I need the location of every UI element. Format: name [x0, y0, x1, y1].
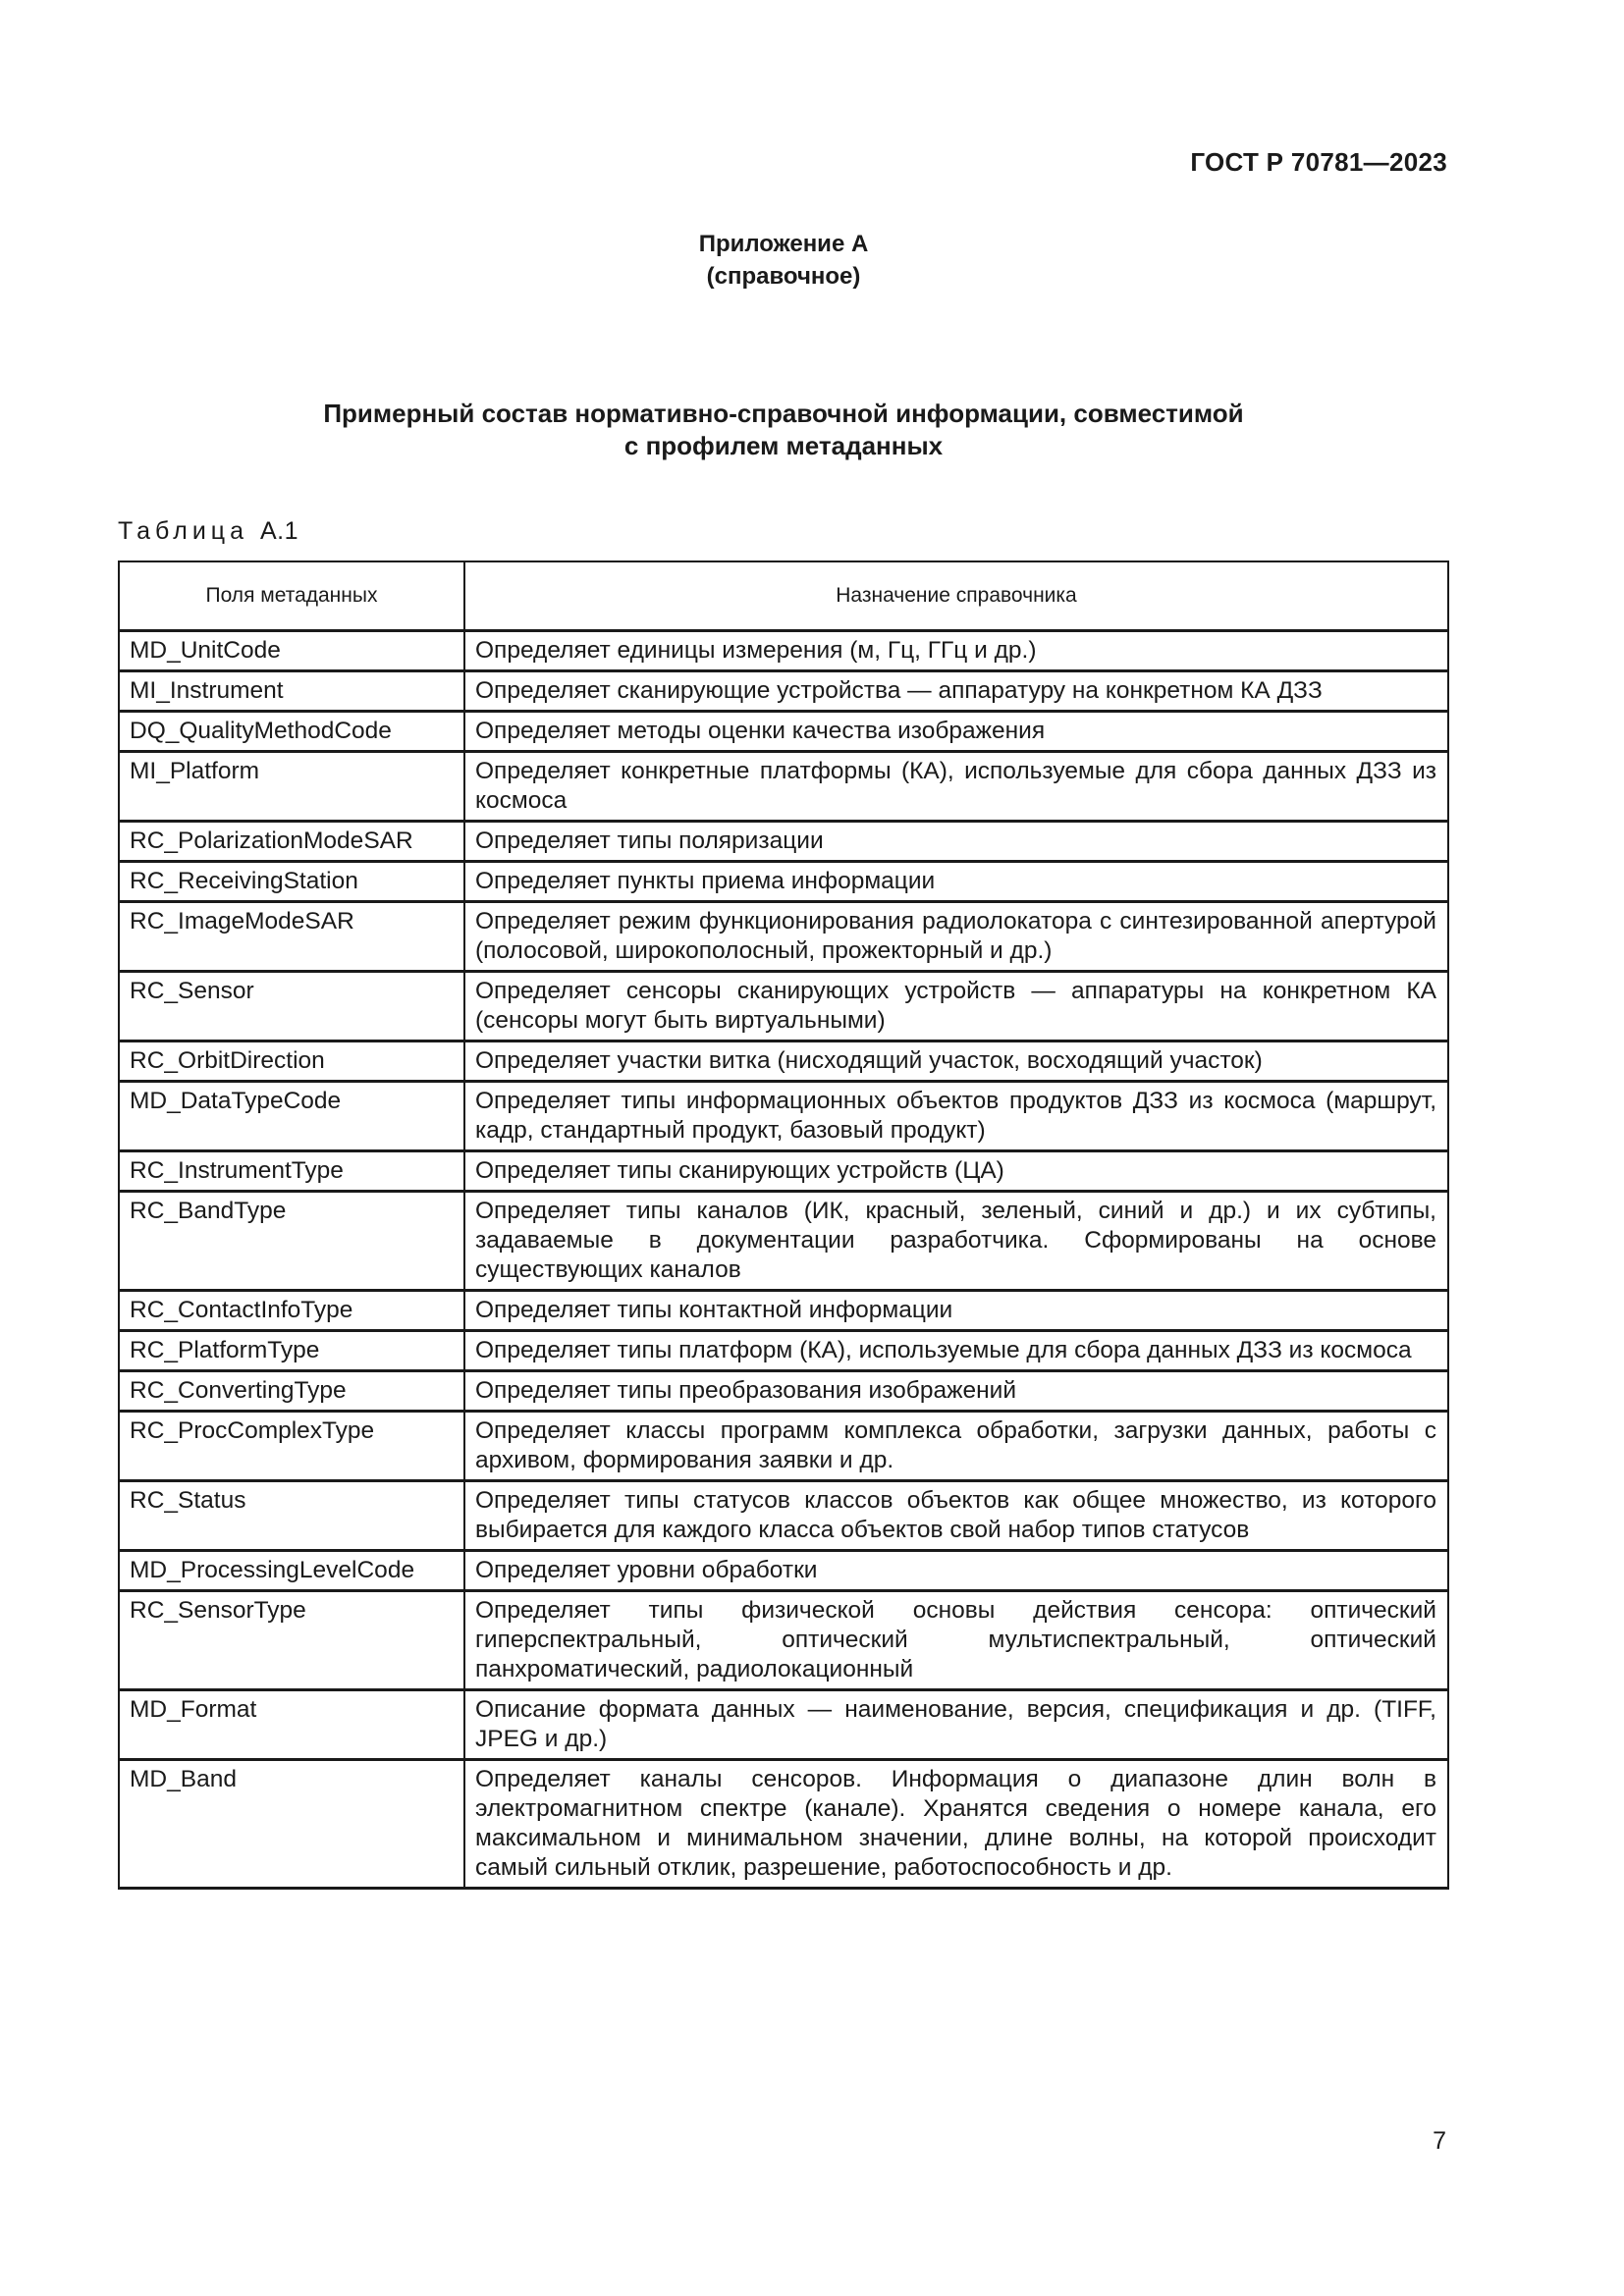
table-row: [119, 1690, 1448, 1760]
metadata-field-cell: RC_PlatformType: [119, 1331, 464, 1371]
table-row: [119, 1192, 1448, 1291]
metadata-field-cell: RC_OrbitDirection: [119, 1041, 464, 1082]
table-row: [119, 671, 1448, 712]
document-title-line-1: Примерный состав нормативно-справочной информации, совместимой: [323, 399, 1244, 428]
table-row: [119, 752, 1448, 822]
table-row: [119, 1291, 1448, 1331]
table-row: [119, 902, 1448, 972]
table-row: [119, 1371, 1448, 1412]
metadata-field-cell: RC_ContactInfoType: [119, 1291, 464, 1331]
metadata-field-cell: RC_Status: [119, 1481, 464, 1551]
metadata-field-cell: MD_ProcessingLevelCode: [119, 1551, 464, 1591]
metadata-field-cell: RC_InstrumentType: [119, 1151, 464, 1192]
column-header-fields: Поля метаданных: [119, 561, 464, 631]
appendix-heading: [0, 228, 1567, 293]
metadata-field-cell: MD_UnitCode: [119, 631, 464, 671]
metadata-field-cell: RC_PolarizationModeSAR: [119, 822, 464, 862]
reference-purpose-cell: Определяет сканирующие устройства — аппаратуру на конкретном КА ДЗЗ: [464, 671, 1448, 712]
reference-purpose-cell: Определяет сенсоры сканирующих устройств — аппаратуры на конкретном КА (сенсоры могут быть виртуальными): [464, 972, 1448, 1041]
reference-purpose-cell: Описание формата данных — наименование, версия, спецификация и др. (TIFF, JPEG и др.): [464, 1690, 1448, 1760]
reference-purpose-cell: Определяет режим функционирования радиолокатора с синтезированной апертурой (полосовой, широкополосный, прожекторный и др.): [464, 902, 1448, 972]
table-row: [119, 1331, 1448, 1371]
metadata-field-cell: DQ_QualityMethodCode: [119, 712, 464, 752]
reference-purpose-cell: Определяет типы преобразования изображений: [464, 1371, 1448, 1412]
table-caption: [118, 517, 298, 546]
document-title: [0, 398, 1567, 462]
table-row: [119, 1082, 1448, 1151]
table-row: [119, 1591, 1448, 1690]
metadata-field-cell: MI_Platform: [119, 752, 464, 822]
reference-purpose-cell: Определяет типы информационных объектов продуктов ДЗЗ из космоса (маршрут, кадр, стандартный продукт, базовый продукт): [464, 1082, 1448, 1151]
table-caption-label: Таблица: [118, 517, 249, 545]
reference-purpose-cell: Определяет методы оценки качества изображения: [464, 712, 1448, 752]
reference-purpose-cell: Определяет типы каналов (ИК, красный, зеленый, синий и др.) и их субтипы, задаваемые в документации разработчика. Сформированы на основе существующих каналов: [464, 1192, 1448, 1291]
reference-purpose-cell: Определяет уровни обработки: [464, 1551, 1448, 1591]
metadata-field-cell: RC_SensorType: [119, 1591, 464, 1690]
reference-purpose-cell: Определяет типы сканирующих устройств (ЦА): [464, 1151, 1448, 1192]
table-row: [119, 712, 1448, 752]
reference-purpose-cell: Определяет типы статусов классов объектов как общее множество, из которого выбирается для каждого класса объектов свой набор типов статусов: [464, 1481, 1448, 1551]
reference-purpose-cell: Определяет каналы сенсоров. Информация о диапазоне длин волн в электромагнитном спектре (канале). Хранятся сведения о номере канала, его максимальном и минимальном значении, длине волны, на которой происходит самый сильный отклик, разрешение, работоспособность и др.: [464, 1760, 1448, 1889]
reference-purpose-cell: Определяет типы поляризации: [464, 822, 1448, 862]
metadata-field-cell: MD_DataTypeCode: [119, 1082, 464, 1151]
metadata-field-cell: MI_Instrument: [119, 671, 464, 712]
metadata-field-cell: RC_ReceivingStation: [119, 862, 464, 902]
metadata-field-cell: RC_BandType: [119, 1192, 464, 1291]
metadata-field-cell: RC_ImageModeSAR: [119, 902, 464, 972]
metadata-field-cell: MD_Format: [119, 1690, 464, 1760]
table-row: [119, 631, 1448, 671]
table-row: [119, 1760, 1448, 1889]
table-row: [119, 862, 1448, 902]
metadata-field-cell: RC_Sensor: [119, 972, 464, 1041]
reference-purpose-cell: Определяет типы физической основы действия сенсора: оптический гиперспектральный, оптический мультиспектральный, оптический панхроматический, радиолокационный: [464, 1591, 1448, 1690]
table-row: [119, 1412, 1448, 1481]
reference-purpose-cell: Определяет пункты приема информации: [464, 862, 1448, 902]
metadata-field-cell: RC_ConvertingType: [119, 1371, 464, 1412]
table-header-row: [119, 561, 1448, 631]
document-title-line-2: с профилем метаданных: [623, 431, 944, 460]
appendix-title: Приложение А: [698, 231, 869, 257]
table-body: [119, 631, 1448, 1889]
metadata-table: [118, 561, 1449, 1890]
reference-purpose-cell: Определяет типы контактной информации: [464, 1291, 1448, 1331]
reference-purpose-cell: Определяет типы платформ (КА), используемые для сбора данных ДЗЗ из космоса: [464, 1331, 1448, 1371]
column-header-purpose: Назначение справочника: [464, 561, 1448, 631]
reference-purpose-cell: Определяет конкретные платформы (КА), используемые для сбора данных ДЗЗ из космоса: [464, 752, 1448, 822]
table-row: [119, 1151, 1448, 1192]
page-number: 7: [1433, 2127, 1446, 2155]
appendix-subtitle: (справочное): [706, 263, 861, 290]
metadata-field-cell: RC_ProcComplexType: [119, 1412, 464, 1481]
reference-purpose-cell: Определяет классы программ комплекса обработки, загрузки данных, работы с архивом, формирования заявки и др.: [464, 1412, 1448, 1481]
standard-number: ГОСТ Р 70781—2023: [1190, 147, 1447, 177]
metadata-field-cell: MD_Band: [119, 1760, 464, 1889]
table-row: [119, 822, 1448, 862]
table-row: [119, 1551, 1448, 1591]
table-row: [119, 972, 1448, 1041]
table-row: [119, 1481, 1448, 1551]
table-row: [119, 1041, 1448, 1082]
table-caption-number: А.1: [259, 517, 299, 545]
reference-purpose-cell: Определяет участки витка (нисходящий участок, восходящий участок): [464, 1041, 1448, 1082]
reference-purpose-cell: Определяет единицы измерения (м, Гц, ГГц и др.): [464, 631, 1448, 671]
